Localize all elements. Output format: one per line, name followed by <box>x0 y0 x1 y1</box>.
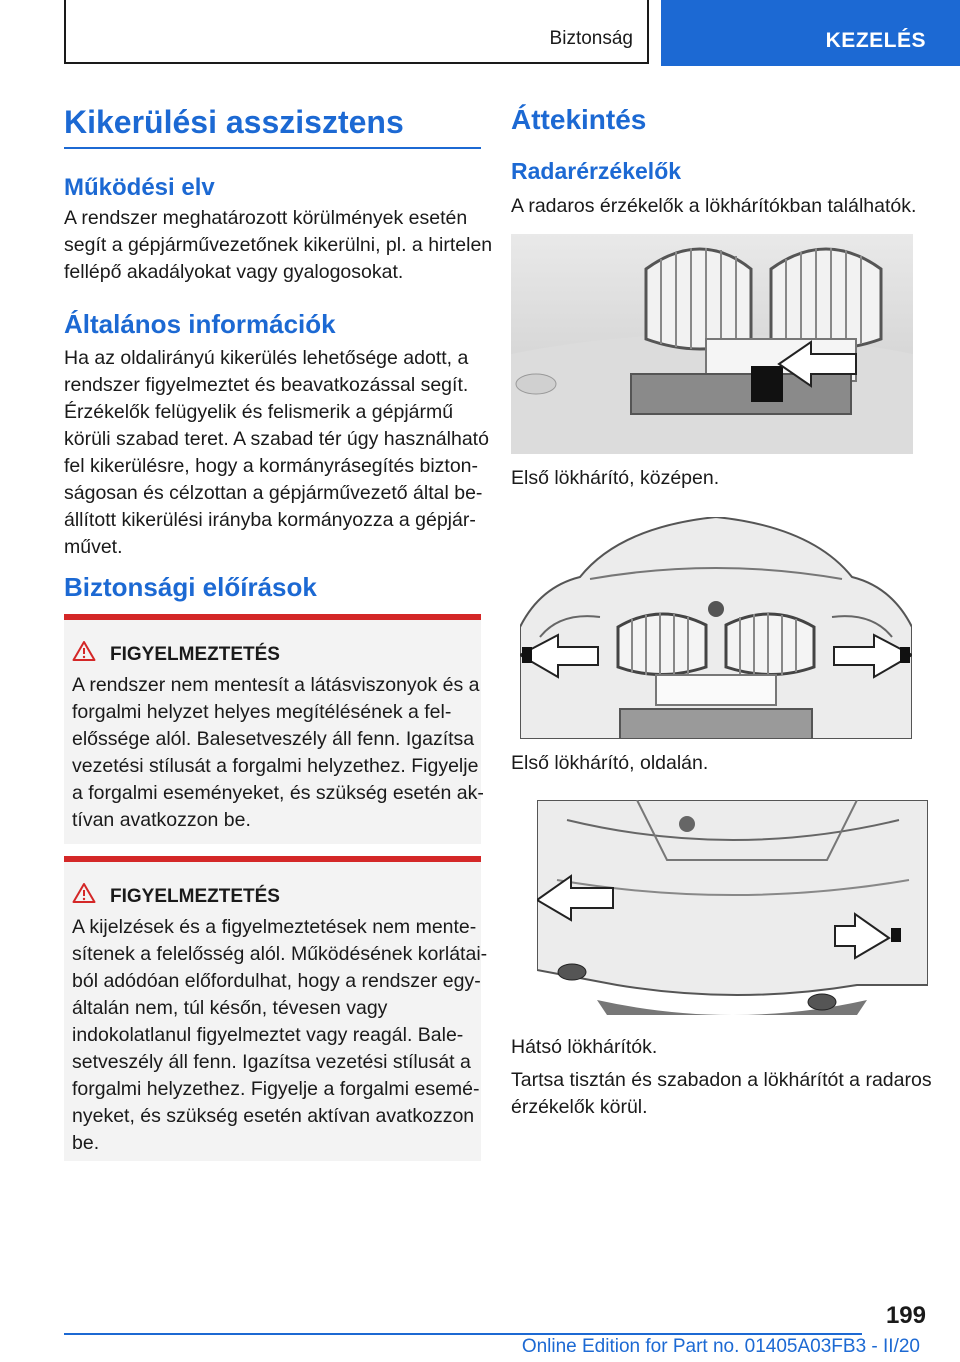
warning-line: be. <box>72 1132 100 1154</box>
footer-rule <box>64 1333 862 1335</box>
radar-intro: A radaros érzékelők a lökhárítókban találhatók. <box>511 195 917 217</box>
warning-box <box>64 856 488 1161</box>
warning-line: sítenek a felelősség alól. Működésének korlátai- <box>72 943 488 965</box>
caption-front-side: Első lökhárító, oldalán. <box>511 752 709 774</box>
principle-line: segít a gépjárművezetőnek kikerülni, pl. a hirtelen <box>64 234 493 256</box>
general-line: Érzékelők felügyelik és felismerik a gépjármű <box>64 401 454 423</box>
warning-title: FIGYELMEZTETÉS <box>110 886 280 907</box>
warning-line: indokolatlanul figyelmeztet vagy reagál. Bale- <box>72 1024 464 1046</box>
warning-line: előssége alól. Balesetveszély áll fenn. Igazítsa <box>72 728 475 750</box>
page-title: Kikerülési asszisztens <box>64 104 404 140</box>
edition-note: Online Edition for Part no. 01405A03FB3 - II/20 <box>521 1336 920 1357</box>
warning-triangle-icon <box>72 640 96 662</box>
general-line: körüli szabad teret. A szabad tér úgy használható <box>64 428 489 450</box>
warning-triangle-icon <box>72 882 96 904</box>
warning-line: vezetési stílusát a forgalmi helyzethez. Figyelje <box>72 755 479 777</box>
overview-title: Áttekintés <box>511 104 647 135</box>
title-rule <box>64 147 481 149</box>
chapter-tab-label: KEZELÉS <box>825 29 926 52</box>
page-number: 199 <box>885 1302 926 1329</box>
front-center-sensor-image <box>511 234 913 454</box>
warning-line: A kijelzések és a figyelmeztetések nem mente- <box>72 916 477 938</box>
warning-line: ból adódóan előfordulhat, hogy a rendszer egy- <box>72 970 481 992</box>
chapter-tab[interactable] <box>661 0 960 66</box>
warning-title: FIGYELMEZTETÉS <box>110 644 280 665</box>
general-line: Ha az oldalirányú kikerülés lehetősége adott, a <box>64 347 469 369</box>
general-line: rendszer figyelmeztet és beavatkozással segít. <box>64 374 469 396</box>
section-title: Biztonság <box>549 28 633 49</box>
note-line: érzékelők körül. <box>511 1096 648 1118</box>
heading-general: Általános információk <box>64 309 336 339</box>
general-line: ságosan és célzottan a gépjárművezető által be- <box>64 482 483 504</box>
heading-principle: Működési elv <box>64 174 215 201</box>
warning-line: A rendszer nem mentesít a látásviszonyok és a <box>72 674 480 696</box>
caption-rear: Hátsó lökhárítók. <box>511 1036 658 1058</box>
warning-line: a forgalmi eseményeket, és szükség esetén ak- <box>72 782 484 804</box>
caption-front-center: Első lökhárító, középen. <box>511 467 720 489</box>
warning-line: tívan avatkozzon be. <box>72 809 251 831</box>
warning-box <box>64 614 484 844</box>
warning-line: általán nem, túl későn, tévesen vagy <box>72 997 388 1019</box>
general-line: állított kikerülési irányba kormányozza a gépjár- <box>64 509 476 531</box>
general-line: fel kikerülésre, hogy a kormányrásegítés bizton- <box>64 455 479 477</box>
front-side-sensor-image <box>520 517 912 739</box>
warning-bar <box>64 614 481 620</box>
note-line: Tartsa tisztán és szabadon a lökhárítót a radaros <box>511 1069 932 1091</box>
general-line: művet. <box>64 536 123 558</box>
warning-line: setveszély áll fenn. Igazítsa vezetési stílusát a <box>72 1051 471 1073</box>
warning-line: nyeket, és szükség esetén aktívan avatkozzon <box>72 1105 475 1127</box>
warning-line: forgalmi helyzethez. Figyelje a forgalmi esemé- <box>72 1078 480 1100</box>
warning-line: forgalmi helyzet helyes megítélésének a fel- <box>72 701 452 723</box>
header-frame <box>64 0 649 64</box>
warning-bar <box>64 856 481 862</box>
rear-sensor-image <box>537 800 928 1015</box>
principle-line: fellépő akadályokat vagy gyalogosokat. <box>64 261 404 283</box>
heading-safety: Biztonsági előírások <box>64 572 317 602</box>
principle-line: A rendszer meghatározott körülmények esetén <box>64 207 468 229</box>
heading-radar: Radarérzékelők <box>511 158 682 184</box>
